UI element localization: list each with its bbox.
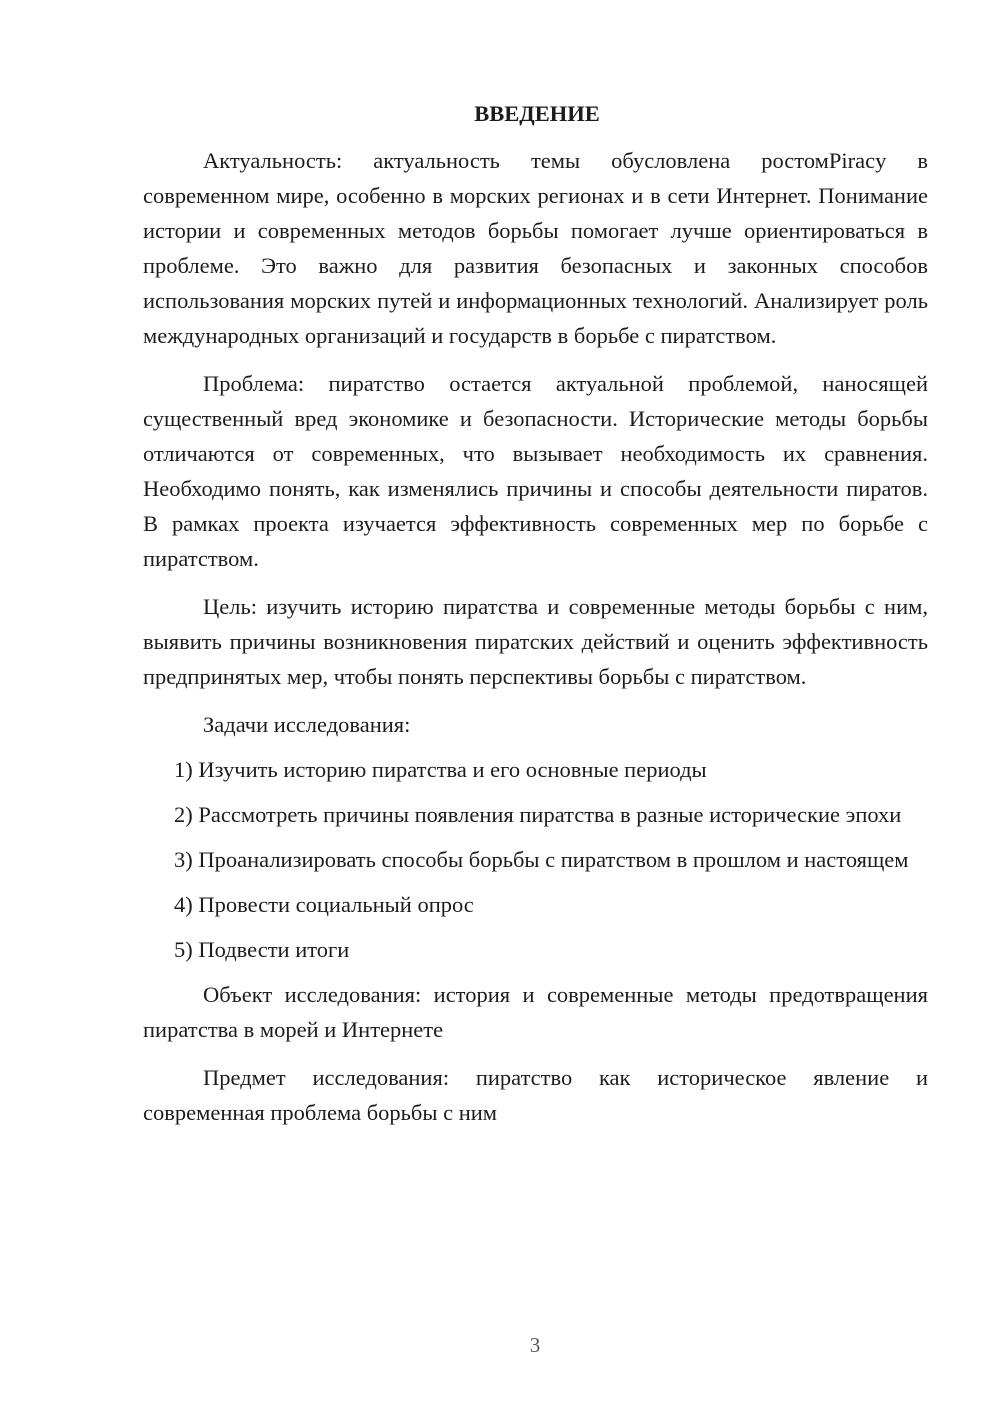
task-item: 1) Изучить историю пиратства и его основные периоды (174, 757, 707, 782)
subject-paragraph: Предмет исследования: пиратство как историческое явление и современная проблема борьбы с ним (143, 1065, 928, 1125)
task-item: 5) Подвести итоги (174, 937, 350, 962)
tasks-heading: Задачи исследования: (203, 712, 411, 737)
document-page (143, 96, 928, 1143)
task-item: 2) Рассмотреть причины появления пиратства в разные исторические эпохи (174, 802, 902, 827)
problem-paragraph: Проблема: пиратство остается актуальной проблемой, наносящей существенный вред экономике и безопасности. Исторические методы борьбы отличаются от современных, что вызывает необходимость их сравнения. Необходимо понять, как изменялись причины и способы деятельности пиратов. В рамках проекта изучается эффективность современных мер по борьбе с пиратством. (143, 371, 928, 571)
page-title: ВВЕДЕНИЕ (474, 101, 600, 126)
task-item: 3) Проанализировать способы борьбы с пиратством в прошлом и настоящем (174, 847, 909, 872)
tasks-list (143, 752, 928, 967)
page-number: 3 (529, 1333, 541, 1357)
task-item: 4) Провести социальный опрос (174, 892, 474, 917)
goal-paragraph: Цель: изучить историю пиратства и современные методы борьбы с ним, выявить причины возникновения пиратских действий и оценить эффективность предпринятых мер, чтобы понять перспективы борьбы с пиратством. (143, 594, 928, 689)
relevance-paragraph: Актуальность: актуальность темы обусловлена ростомPiracy в современном мире, особенно в морских регионах и в сети Интернет. Понимание истории и современных методов борьбы помогает лучше ориентироваться в проблеме. Это важно для развития безопасных и законных способов использования морских путей и информационных технологий. Анализирует роль международных организаций и государств в борьбе с пиратством. (143, 148, 928, 348)
object-paragraph: Объект исследования: история и современные методы предотвращения пиратства в морей и Интернете (143, 982, 928, 1042)
